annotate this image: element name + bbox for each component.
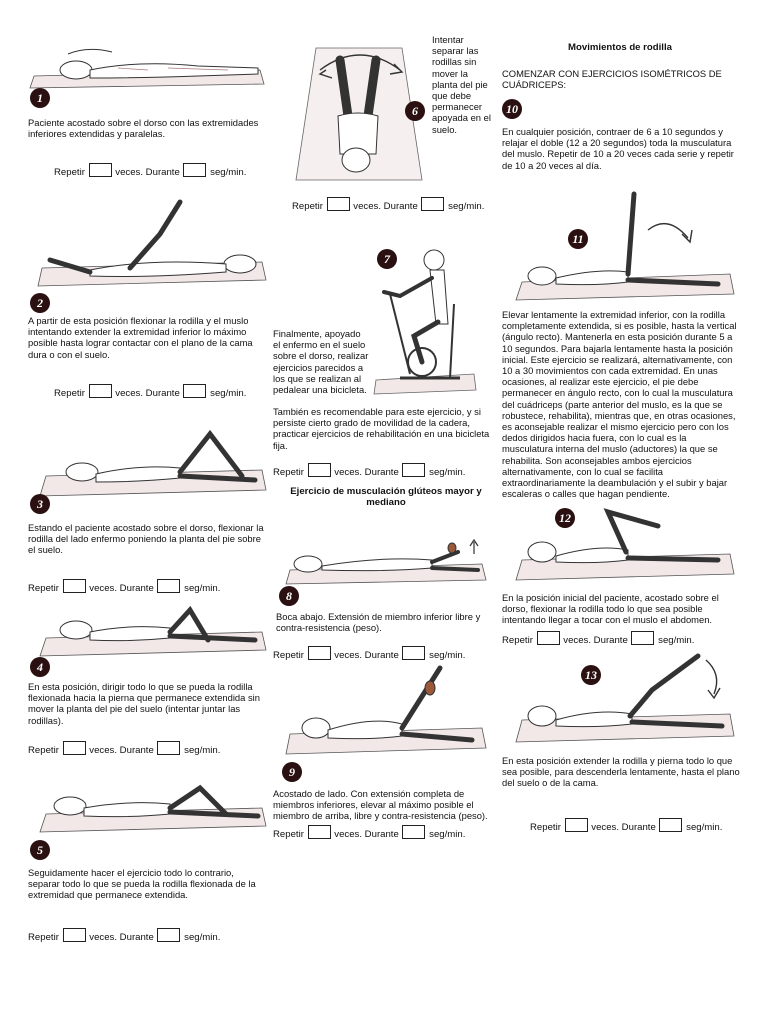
exercise-12-number: 12 xyxy=(555,508,575,528)
duration-field[interactable] xyxy=(402,463,425,477)
knee-heading: Movimientos de rodilla xyxy=(568,42,672,53)
repeat-label: Repetir xyxy=(54,167,85,178)
exercise-8-text: Boca abajo. Extensión de miembro inferior libre y contra-resistencia (peso). xyxy=(276,611,481,634)
repeat-label: Repetir xyxy=(273,829,304,840)
duration-field[interactable] xyxy=(157,928,180,942)
exercise-7-text: Finalmente, apoyado el enfermo en el suelo sobre el dorso, realizar ejercicios parecidos a los que se realizan al pedalear una bicicleta. xyxy=(273,328,369,396)
unit-label: seg/min. xyxy=(210,167,247,178)
repeat-label: Repetir xyxy=(273,467,304,478)
exercise-6-number: 6 xyxy=(405,101,425,121)
exercise-11-illustration xyxy=(508,190,740,310)
exercise-9-repeat-row xyxy=(273,825,465,842)
repeat-label: Repetir xyxy=(28,745,59,756)
exercise-9-text: Acostado de lado. Con extensión completa de miembros inferiores, elevar al máximo posible el miembro de arriba, libre y contra-resistencia (peso). xyxy=(273,788,488,822)
exercise-11-number: 11 xyxy=(568,229,588,249)
exercise-5-text: Seguidamente hacer el ejercicio todo lo contrario, separar todo lo que se pueda la rodilla flexionada de la extremidad que permanece extendida. xyxy=(28,867,256,901)
duration-label: veces. Durante xyxy=(591,822,656,833)
duration-field[interactable] xyxy=(183,384,206,398)
repeat-label: Repetir xyxy=(54,388,85,399)
unit-label: seg/min. xyxy=(658,635,695,646)
duration-label: veces. Durante xyxy=(334,650,399,661)
unit-label: seg/min. xyxy=(184,745,221,756)
exercise-8-illustration xyxy=(282,530,492,586)
exercise-1-repeat-row xyxy=(54,163,246,180)
duration-label: veces. Durante xyxy=(115,388,180,399)
unit-label: seg/min. xyxy=(429,650,466,661)
exercise-13-number: 13 xyxy=(581,665,601,685)
duration-field[interactable] xyxy=(421,197,444,211)
duration-label: veces. Durante xyxy=(353,201,418,212)
exercise-7-number: 7 xyxy=(377,249,397,269)
duration-field[interactable] xyxy=(157,579,180,593)
duration-label: veces. Durante xyxy=(334,829,399,840)
unit-label: seg/min. xyxy=(686,822,723,833)
repeat-count-field[interactable] xyxy=(63,928,86,942)
exercise-6-repeat-row xyxy=(292,197,484,214)
exercise-4-repeat-row xyxy=(28,741,220,758)
duration-field[interactable] xyxy=(183,163,206,177)
duration-field[interactable] xyxy=(157,741,180,755)
duration-label: veces. Durante xyxy=(89,932,154,943)
exercise-10-number: 10 xyxy=(502,99,522,119)
repeat-count-field[interactable] xyxy=(537,631,560,645)
unit-label: seg/min. xyxy=(184,932,221,943)
exercise-8-repeat-row xyxy=(273,646,465,663)
exercise-5-repeat-row xyxy=(28,928,220,945)
exercise-3-repeat-row xyxy=(28,579,220,596)
exercise-13-repeat-row xyxy=(530,818,722,835)
exercise-5-illustration xyxy=(30,780,270,836)
repeat-count-field[interactable] xyxy=(327,197,350,211)
exercise-10-text: En cualquier posición, contraer de 6 a 10 segundos y relajar el doble (12 a 20 segundos) toda la musculatura del muslo. Repetir de 10 a 20 veces cada serie y repetir de 10 a 20 veces al día. xyxy=(502,126,734,171)
exercise-8-number: 8 xyxy=(279,586,299,606)
exercise-3-text: Estando el paciente acostado sobre el dorso, flexionar la rodilla del lado enfermo poniendo la planta del pie sobre el suelo. xyxy=(28,522,264,556)
exercise-5-number: 5 xyxy=(30,840,50,860)
duration-field[interactable] xyxy=(402,825,425,839)
duration-label: veces. Durante xyxy=(334,467,399,478)
duration-label: veces. Durante xyxy=(563,635,628,646)
exercise-1-illustration xyxy=(28,40,268,90)
duration-label: veces. Durante xyxy=(115,167,180,178)
duration-field[interactable] xyxy=(402,646,425,660)
exercise-4-number: 4 xyxy=(30,657,50,677)
exercise-4-text: En esta posición, dirigir todo lo que se pueda la rodilla flexionada hacia la pierna que permanece extendida sin mover la planta del pie del suelo (intentar juntar las rodillas). xyxy=(28,681,260,726)
repeat-count-field[interactable] xyxy=(308,463,331,477)
exercise-12-illustration xyxy=(508,504,740,584)
repeat-count-field[interactable] xyxy=(63,579,86,593)
exercise-11-text: Elevar lentamente la extremidad inferior, con la rodilla completamente extendida, si es posible, hasta la vertical (ángulo recto). Mantenerla en esta posición durante 5 a 10 segundos. Para bajarla lentamente hasta la posición inicial. Este ejercicio se realizará, alternativamente, con 10 a 30 movimientos con cada extremidad. En unas ocasiones, al realizar este ejercicio, el pie debe permanecer en ángulo recto, con lo cual la musculatura del cuádriceps (parte anterior del muslo, es la que se robustece, rehabilita), mientras que, en otras ocasiones, es aconsejable realizar el mismo ejercicio pero con los dedos dirigidos hacia fuera, con lo cual es la musculatura interna del muslo (aductores) la que se rehabilita. Son aconsejables ambos ejercicios alternativamente, con lo cual se facilita extraordinariamente la deambulación y el subir y bajar escaleras o calles que hagan pendiente. xyxy=(502,309,737,500)
unit-label: seg/min. xyxy=(448,201,485,212)
exercise-2-text: A partir de esta posición flexionar la rodilla y el muslo intentando extender la extremidad inferior lo máximo posible hasta lograr contactar con el plano de la cama dura o con el suelo. xyxy=(28,315,253,360)
repeat-label: Repetir xyxy=(292,201,323,212)
unit-label: seg/min. xyxy=(184,583,221,594)
isometric-heading: COMENZAR CON EJERCICIOS ISOMÉTRICOS DE CUÁDRICEPS: xyxy=(502,68,722,91)
exercise-12-repeat-row xyxy=(502,631,694,648)
exercise-3-number: 3 xyxy=(30,494,50,514)
exercise-9-illustration xyxy=(282,664,492,764)
exercise-2-number: 2 xyxy=(30,293,50,313)
duration-label: veces. Durante xyxy=(89,583,154,594)
duration-field[interactable] xyxy=(631,631,654,645)
unit-label: seg/min. xyxy=(210,388,247,399)
repeat-label: Repetir xyxy=(273,650,304,661)
exercise-12-text: En la posición inicial del paciente, acostado sobre el dorso, flexionar la rodilla todo lo que sea posible intentando llegar a tocar con el muslo el abdomen. xyxy=(502,592,719,626)
exercise-3-illustration xyxy=(30,420,270,500)
exercise-1-number: 1 xyxy=(30,88,50,108)
glutes-heading: Ejercicio de musculación glúteos mayor y mediano xyxy=(290,486,482,508)
repeat-count-field[interactable] xyxy=(89,384,112,398)
exercise-9-number: 9 xyxy=(282,762,302,782)
unit-label: seg/min. xyxy=(429,467,466,478)
duration-field[interactable] xyxy=(659,818,682,832)
repeat-label: Repetir xyxy=(530,822,561,833)
exercise-1-text: Paciente acostado sobre el dorso con las extremidades inferiores extendidas y paralelas. xyxy=(28,117,259,140)
repeat-count-field[interactable] xyxy=(308,825,331,839)
exercise-13-illustration xyxy=(508,650,740,754)
repeat-label: Repetir xyxy=(28,583,59,594)
exercise-2-repeat-row xyxy=(54,384,246,401)
duration-label: veces. Durante xyxy=(89,745,154,756)
unit-label: seg/min. xyxy=(429,829,466,840)
repeat-count-field[interactable] xyxy=(565,818,588,832)
repeat-count-field[interactable] xyxy=(308,646,331,660)
repeat-label: Repetir xyxy=(28,932,59,943)
exercise-6-text: Intentar separar las rodillas sin mover la planta del pie que debe permanecer apoyada en el suelo. xyxy=(432,34,491,135)
exercise-4-illustration xyxy=(30,600,270,660)
exercise-7-extra-text: También es recomendable para este ejercicio, y si persiste cierto grado de movilidad de la cadera, practicar ejercicios de rehabilitación en una bicicleta fija. xyxy=(273,406,490,451)
exercise-2-illustration xyxy=(30,198,270,290)
repeat-label: Repetir xyxy=(502,635,533,646)
exercise-13-text: En esta posición extender la rodilla y pierna todo lo que sea posible, para descenderla lentamente, hasta el plano del suelo o de la cama. xyxy=(502,755,740,789)
repeat-count-field[interactable] xyxy=(89,163,112,177)
repeat-count-field[interactable] xyxy=(63,741,86,755)
exercise-7-repeat-row xyxy=(273,463,465,480)
